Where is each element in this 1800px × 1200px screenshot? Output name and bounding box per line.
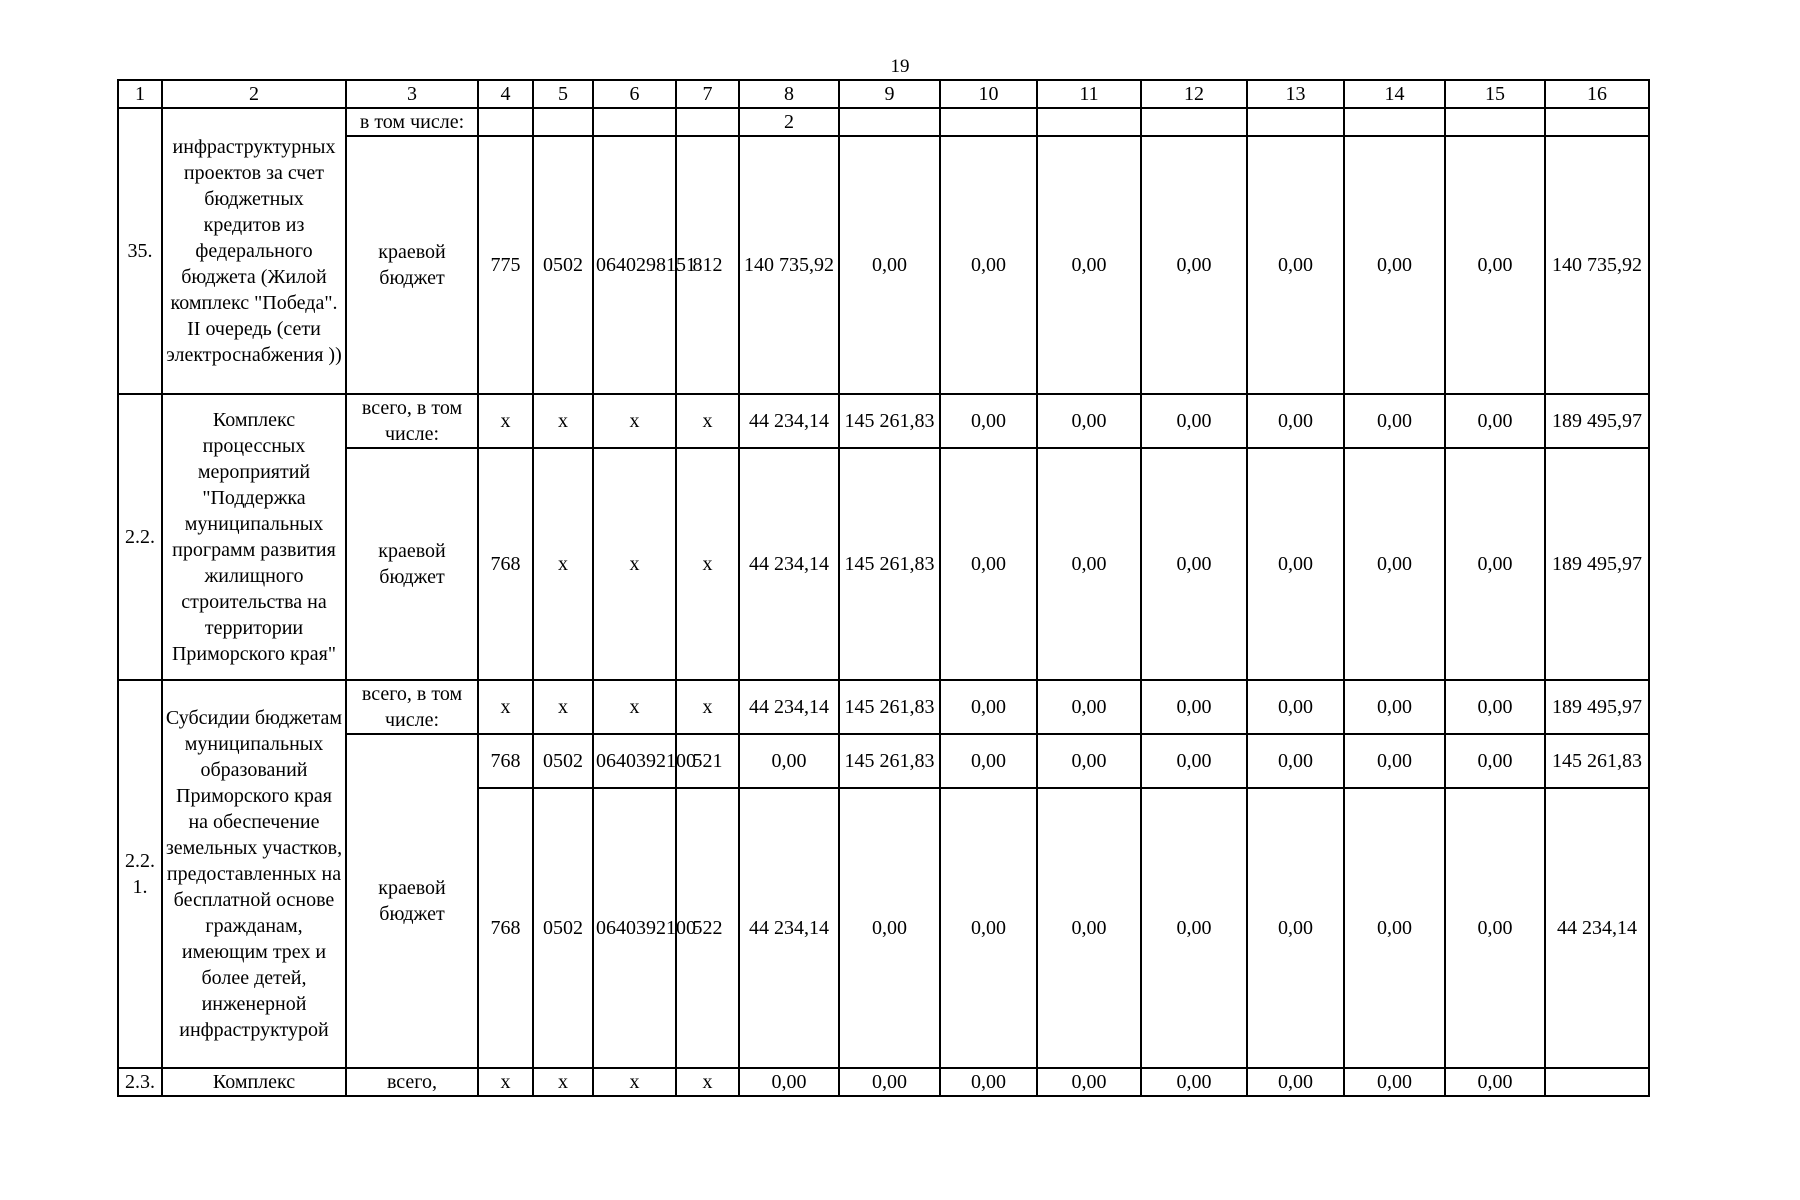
cell: 0,00 [1141,448,1247,680]
cell: 0,00 [940,1068,1037,1096]
col-header: 7 [676,80,739,108]
header-row [118,80,1649,108]
source-cell: краевой бюджет [346,734,478,1068]
source-cell: всего, в том числе: [346,394,478,448]
cell: x [676,1068,739,1096]
col-header: 3 [346,80,478,108]
cell: 189 495,97 [1545,394,1649,448]
cell: 0,00 [1037,394,1141,448]
cell: 0,00 [1037,734,1141,788]
cell: x [593,394,676,448]
cell: 0502 [533,734,593,788]
table-row [118,734,1649,788]
cell: 145 261,83 [839,734,940,788]
cell: 0,00 [1037,1068,1141,1096]
cell: 2 [739,108,839,136]
col-header: 2 [162,80,346,108]
row-name: Комплекс процессных мероприятий "Поддержка муниципальных программ развития жилищного строительства на территории Приморского края" [162,394,346,680]
cell: x [593,448,676,680]
cell: 44 234,14 [739,448,839,680]
cell: 0640392100 [593,788,676,1068]
cell: 522 [676,788,739,1068]
cell: 768 [478,734,533,788]
col-header: 5 [533,80,593,108]
cell: 0,00 [1445,788,1545,1068]
cell: 0,00 [1247,680,1344,734]
cell: 0,00 [1141,394,1247,448]
cell: x [533,448,593,680]
cell: 44 234,14 [1545,788,1649,1068]
col-header: 4 [478,80,533,108]
cell: 140 735,92 [1545,136,1649,394]
table-row [118,394,1649,448]
col-header: 14 [1344,80,1445,108]
cell [1141,108,1247,136]
cell: x [478,1068,533,1096]
cell: 0,00 [1141,1068,1247,1096]
row-number: 2.2. [118,394,162,680]
cell: 0502 [533,136,593,394]
cell: 0,00 [1445,1068,1545,1096]
cell: 44 234,14 [739,680,839,734]
budget-table [117,79,1650,1097]
row-number: 2.2. 1. [118,680,162,1068]
cell: x [676,680,739,734]
row-number: 35. [118,108,162,394]
cell: 0,00 [1445,734,1545,788]
cell: 0,00 [1247,448,1344,680]
col-header: 12 [1141,80,1247,108]
cell: 0,00 [1445,448,1545,680]
cell [1545,108,1649,136]
cell: 0,00 [1247,394,1344,448]
table-row [118,1068,1649,1096]
cell: 0,00 [940,394,1037,448]
cell: 0,00 [739,1068,839,1096]
cell: 145 261,83 [839,680,940,734]
cell: 0,00 [940,734,1037,788]
cell [940,108,1037,136]
cell: 0,00 [1247,734,1344,788]
cell: x [533,394,593,448]
cell: 0502 [533,788,593,1068]
page-number: 19 [890,56,910,77]
cell: 768 [478,788,533,1068]
row-name: инфраструктурных проектов за счет бюджетных кредитов из федерального бюджета (Жилой комплекс "Победа". II очередь (сети электроснабжения )) [162,108,346,394]
cell: 0,00 [1141,734,1247,788]
cell: 145 261,83 [839,394,940,448]
cell: 0,00 [1037,788,1141,1068]
col-header: 16 [1545,80,1649,108]
cell: 521 [676,734,739,788]
cell: 0640298151 [593,136,676,394]
cell: 0,00 [1445,394,1545,448]
cell [1037,108,1141,136]
row-number: 2.3. [118,1068,162,1096]
cell: 145 261,83 [839,448,940,680]
cell: 145 261,83 [1545,734,1649,788]
cell: x [478,394,533,448]
cell: 0,00 [940,788,1037,1068]
col-header: 11 [1037,80,1141,108]
source-cell: в том числе: [346,108,478,136]
row-name: Субсидии бюджетам муниципальных образований Приморского края на обеспечение земельных участков, предоставленных на бесплатной основе гражданам, имеющим трех и более детей, инженерной инфраструктурой [162,680,346,1068]
cell: 0,00 [940,680,1037,734]
cell: 0,00 [1344,680,1445,734]
col-header: 13 [1247,80,1344,108]
cell: 0,00 [1445,680,1545,734]
cell: 140 735,92 [739,136,839,394]
cell: x [533,680,593,734]
cell: x [478,680,533,734]
source-cell: краевой бюджет [346,448,478,680]
cell: 0,00 [1344,448,1445,680]
table-row [118,448,1649,680]
cell: 0,00 [1344,1068,1445,1096]
cell: 0,00 [1344,136,1445,394]
cell [1545,1068,1649,1096]
source-cell: всего, [346,1068,478,1096]
cell: 0,00 [1141,788,1247,1068]
cell: 0,00 [1037,680,1141,734]
cell: x [533,1068,593,1096]
cell: 775 [478,136,533,394]
cell: 189 495,97 [1545,448,1649,680]
col-header: 15 [1445,80,1545,108]
cell: 0,00 [940,448,1037,680]
row-name: Комплекс [162,1068,346,1096]
cell: x [593,1068,676,1096]
source-cell: краевой бюджет [346,136,478,394]
cell: 189 495,97 [1545,680,1649,734]
cell: x [676,448,739,680]
cell: 812 [676,136,739,394]
cell: 44 234,14 [739,394,839,448]
cell: 0,00 [1247,788,1344,1068]
cell: 0,00 [739,734,839,788]
cell: 0,00 [1344,394,1445,448]
cell [839,108,940,136]
cell: 0,00 [839,1068,940,1096]
cell: 0,00 [1445,136,1545,394]
cell [533,108,593,136]
cell: x [593,680,676,734]
cell [478,108,533,136]
cell [676,108,739,136]
col-header: 10 [940,80,1037,108]
cell: 0,00 [940,136,1037,394]
cell: 768 [478,448,533,680]
cell: 0,00 [1141,136,1247,394]
table-row [118,680,1649,734]
cell [1247,108,1344,136]
table-row [118,108,1649,136]
cell: 0,00 [1037,448,1141,680]
source-cell: всего, в том числе: [346,680,478,734]
cell: 0,00 [1344,734,1445,788]
cell: 0,00 [839,788,940,1068]
cell: 0,00 [1344,788,1445,1068]
cell: x [676,394,739,448]
col-header: 8 [739,80,839,108]
cell: 0640392100 [593,734,676,788]
cell: 0,00 [1247,1068,1344,1096]
col-header: 1 [118,80,162,108]
cell: 0,00 [1037,136,1141,394]
cell [593,108,676,136]
cell [1344,108,1445,136]
cell [1445,108,1545,136]
col-header: 9 [839,80,940,108]
cell: 0,00 [839,136,940,394]
cell: 44 234,14 [739,788,839,1068]
cell: 0,00 [1141,680,1247,734]
cell: 0,00 [1247,136,1344,394]
table-row [118,136,1649,394]
col-header: 6 [593,80,676,108]
